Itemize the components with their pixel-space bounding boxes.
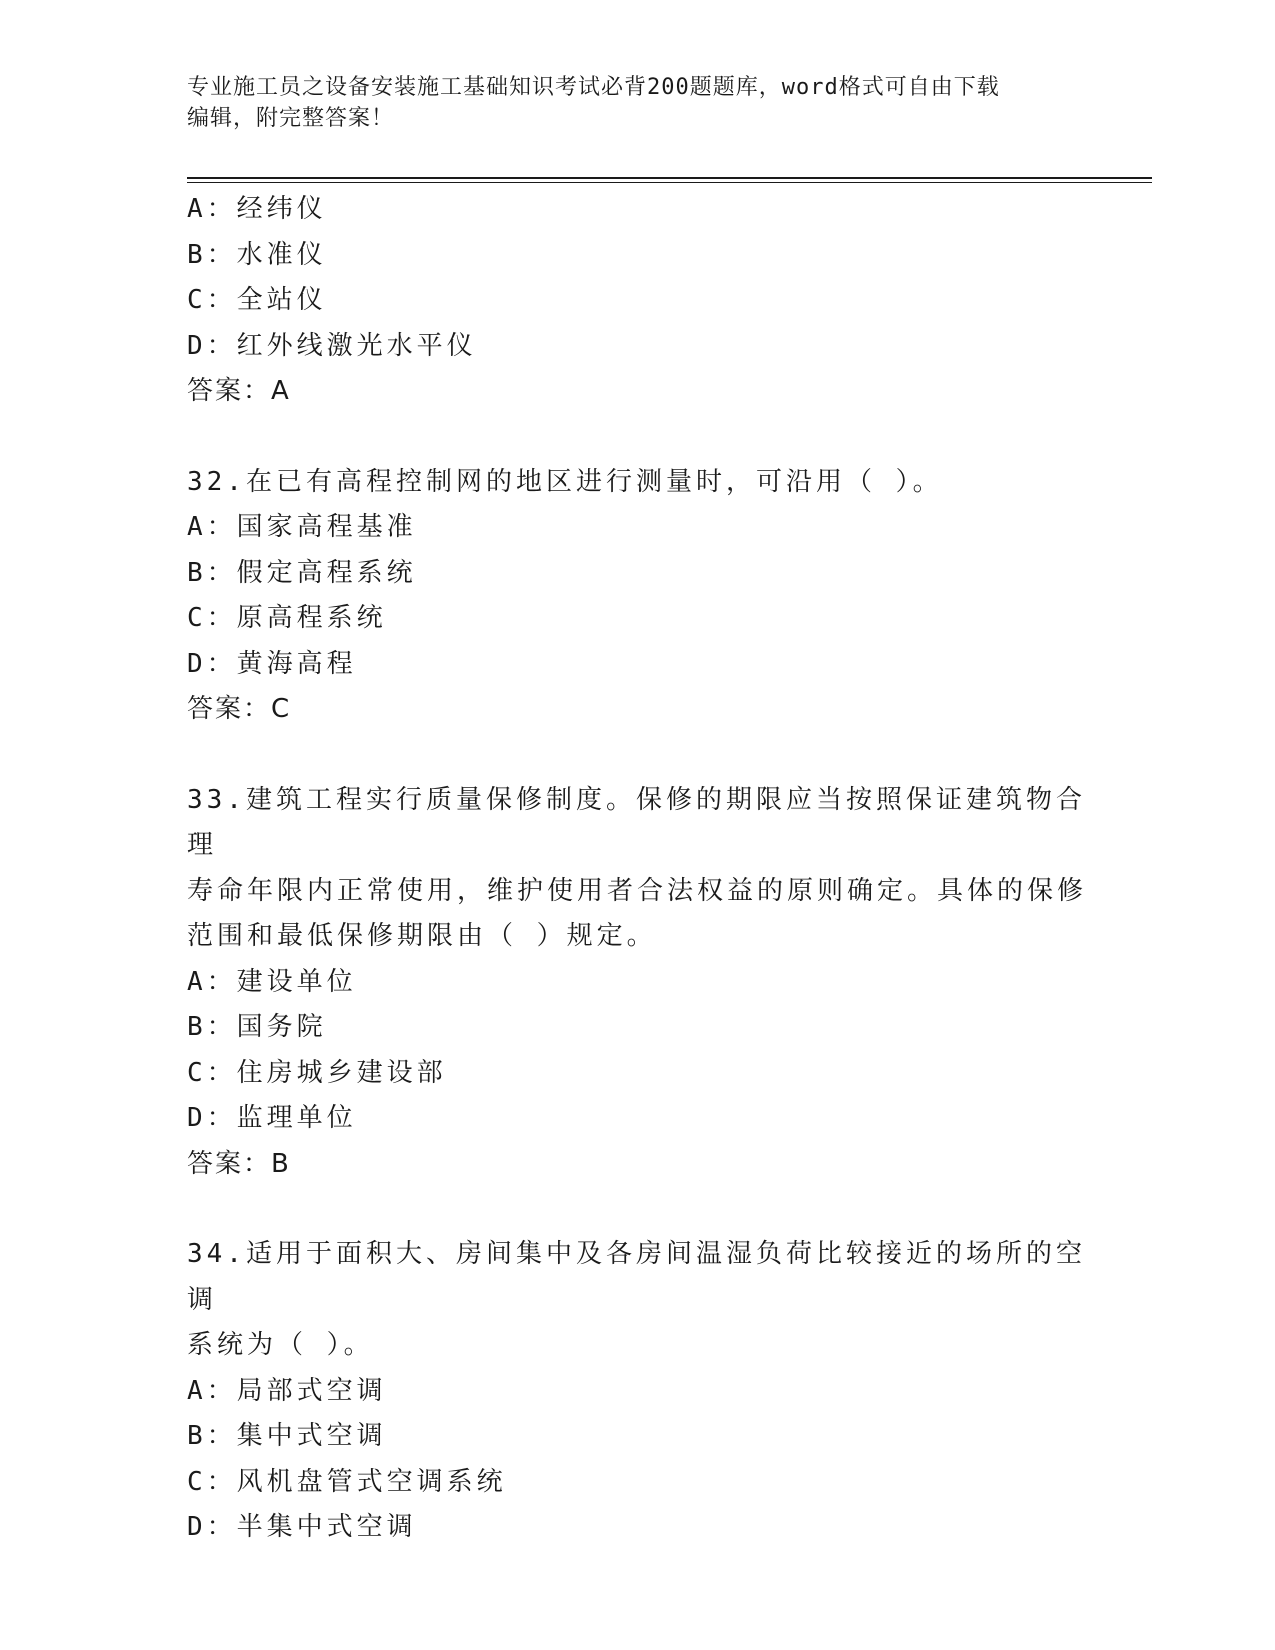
question-32 xyxy=(187,460,1087,733)
header-divider-thin xyxy=(187,182,1152,183)
option-a: A：国家高程基准 xyxy=(187,512,417,542)
question-34 xyxy=(187,1232,1087,1551)
option-b: B：集中式空调 xyxy=(187,1421,387,1451)
option-c: C：原高程系统 xyxy=(187,603,387,633)
option-a: A：局部式空调 xyxy=(187,1375,387,1406)
option-c: C：住房城乡建设部 xyxy=(187,1057,447,1088)
option-d: D：黄海高程 xyxy=(187,648,357,679)
header-line-2: 编辑，附完整答案！ xyxy=(187,106,395,131)
option-d: D：监理单位 xyxy=(187,1103,357,1133)
question-list xyxy=(187,187,1087,1551)
header-line-1: 专业施工员之设备安装施工基础知识考试必背200题题库，word格式可自由下载 xyxy=(187,75,1000,100)
question-stem: 33.建筑工程实行质量保修制度。保修的期限应当按照保证建筑物合理 xyxy=(187,784,1086,860)
question-33 xyxy=(187,778,1087,1188)
question-stem: 寿命年限内正常使用，维护使用者合法权益的原则确定。具体的保修 xyxy=(187,875,1088,906)
option-a: A：经纬仪 xyxy=(187,194,327,224)
answer: 答案：C xyxy=(187,694,292,724)
document-header xyxy=(187,72,1067,134)
option-b: B：水准仪 xyxy=(187,239,327,270)
option-b: B：国务院 xyxy=(187,1012,327,1042)
option-a: A：建设单位 xyxy=(187,966,357,997)
question-stem: 32.在已有高程控制网的地区进行测量时，可沿用（ ）。 xyxy=(187,466,943,497)
question-31 xyxy=(187,187,1087,415)
answer: 答案：A xyxy=(187,376,291,406)
answer: 答案：B xyxy=(187,1148,291,1179)
header-divider-thick xyxy=(187,177,1152,179)
question-stem: 范围和最低保修期限由（ ）规定。 xyxy=(187,921,657,951)
option-c: C：风机盘管式空调系统 xyxy=(187,1466,507,1497)
option-c: C：全站仪 xyxy=(187,285,327,315)
option-b: B：假定高程系统 xyxy=(187,557,417,588)
option-d: D：红外线激光水平仪 xyxy=(187,330,477,361)
question-stem: 34.适用于面积大、房间集中及各房间温湿负荷比较接近的场所的空调 xyxy=(187,1239,1086,1315)
question-stem: 系统为（ ）。 xyxy=(187,1330,374,1360)
option-d: D：半集中式空调 xyxy=(187,1512,417,1542)
